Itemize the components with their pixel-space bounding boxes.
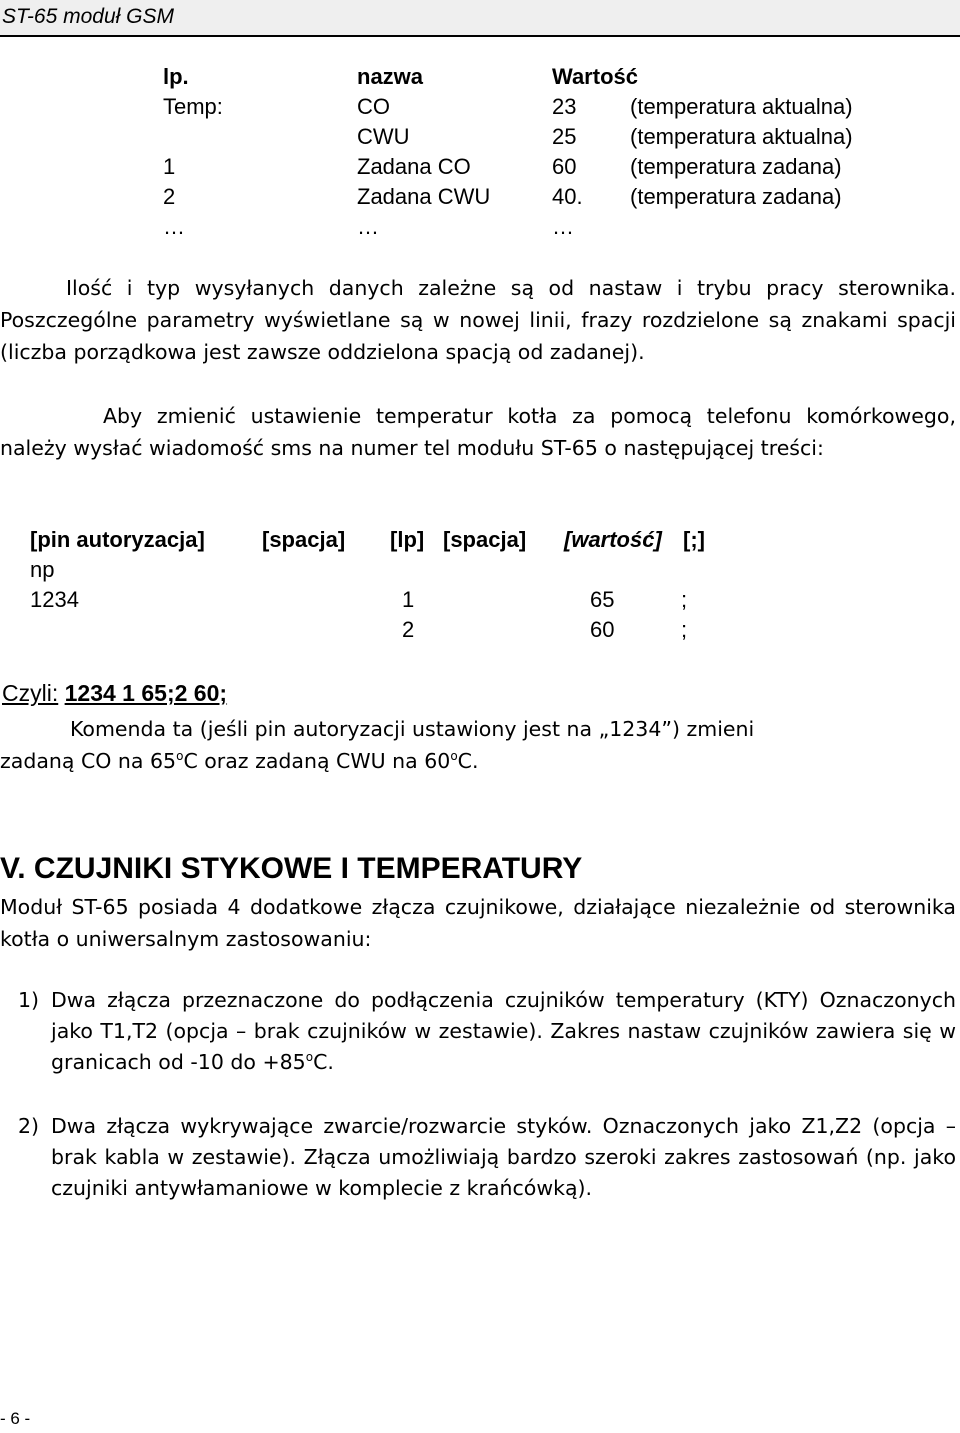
- format-space: [spacja]: [443, 527, 527, 552]
- paragraph-line: Aby zmienić ustawienie temperatur kotła za pomocą telefonu: [103, 404, 792, 428]
- section-heading: V. CZUJNIKI STYKOWE I TEMPERATURY: [0, 852, 583, 885]
- example-semicolon: ;: [681, 587, 688, 612]
- summary-line: [2, 680, 227, 707]
- table-header-name: nazwa: [357, 64, 424, 89]
- table-cell-name: Zadana CO: [357, 154, 471, 179]
- list-item: Dwa złącza przeznaczone do podłączenia czujników temperatury (KTY) Oznaczonych jako T1,T2 (opcja – brak czujników w zestawie). Zakres nastaw czujników zawiera się w granicach od -10 do $+85^oC$.: [51, 988, 956, 1074]
- paragraph-command-explanation: Komenda ta (jeśli pin autoryzacji ustawiony jest na „1234”) zmieni zadaną CO na 65$^o$C oraz zadaną CWU na 60$^o$C.: [0, 717, 755, 773]
- paragraph-text: sterownika. Poszczególne parametry wyświetlane są w nowej linii, frazy rozdzielone są znakami spacji (liczba porządkowa jest zawsze oddzielona spacją od zadanej).: [0, 276, 956, 364]
- format-semicolon: [;]: [683, 527, 705, 552]
- example-value: 60: [590, 617, 615, 642]
- table-cell-value: 40.: [552, 184, 583, 209]
- table-cell-lp: Temp:: [163, 94, 223, 119]
- table-cell-lp: 1: [163, 154, 176, 179]
- paragraph-sms-instructions: [0, 400, 956, 464]
- example-semicolon: ;: [681, 617, 688, 642]
- table-cell-note: (temperatura zadana): [630, 154, 842, 179]
- page-number: - 6 -: [0, 1409, 31, 1428]
- table-cell-value: 25: [552, 124, 577, 149]
- format-pin: [pin autoryzacja]: [30, 527, 205, 552]
- summary-label: Czyli:: [2, 680, 59, 706]
- table-cell-note: (temperatura aktualna): [630, 124, 853, 149]
- summary-command: 1234 1 65;2 60;: [64, 680, 228, 706]
- table-header-value: Wartość: [552, 64, 638, 89]
- table-cell-name: …: [357, 214, 379, 239]
- table-cell-value: 60: [552, 154, 577, 179]
- format-space: [spacja]: [262, 527, 346, 552]
- table-cell-lp: 2: [163, 184, 176, 209]
- document-title: ST-65 moduł GSM: [2, 5, 174, 28]
- example-lp: 2: [402, 617, 415, 642]
- list-number: 1): [18, 988, 40, 1012]
- paragraph-line: Ilość i typ wysyłanych danych zależne są od nastaw i trybu pracy: [66, 276, 824, 300]
- table-cell-name: Zadana CWU: [357, 184, 491, 209]
- table-cell-lp: …: [163, 214, 185, 239]
- table-cell-value: …: [552, 214, 574, 239]
- list-item: Dwa złącza wykrywające zwarcie/rozwarcie styków. Oznaczonych jako Z1,Z2 (opcja – brak kabla w zestawie). Złącza umożliwiają bardzo szeroki zakres zastosowań (np. jako czujniki antywłamaniowe w komplecie z krańcówką).: [51, 1114, 956, 1200]
- table-header-lp: lp.: [163, 64, 189, 89]
- table-cell-name: CO: [357, 94, 390, 119]
- paragraph-text: komórkowego, należy wysłać wiadomość sms na numer tel modułu ST-65 o następującej treści:: [0, 404, 956, 460]
- format-lp: [lp]: [390, 527, 425, 552]
- table-cell-note: (temperatura aktualna): [630, 94, 853, 119]
- example-label: np: [30, 557, 55, 582]
- list-number: 2): [18, 1114, 40, 1138]
- section-intro: Moduł ST-65 posiada 4 dodatkowe złącza czujnikowe, działające niezależnie od sterownika kotła o uniwersalnym zastosowaniu:: [0, 895, 956, 951]
- document-header: [0, 0, 960, 37]
- paragraph-line: Komenda ta (jeśli pin autoryzacji ustawiony jest na „1234”) zmieni: [70, 717, 755, 741]
- table-cell-note: (temperatura zadana): [630, 184, 842, 209]
- table-cell-value: 23: [552, 94, 577, 119]
- example-value: 65: [590, 587, 615, 612]
- paragraph-data-description: [0, 272, 956, 368]
- table-cell-name: CWU: [357, 124, 410, 149]
- example-pin: 1234: [30, 587, 79, 612]
- example-lp: 1: [402, 587, 415, 612]
- format-value: [wartość]: [564, 527, 662, 552]
